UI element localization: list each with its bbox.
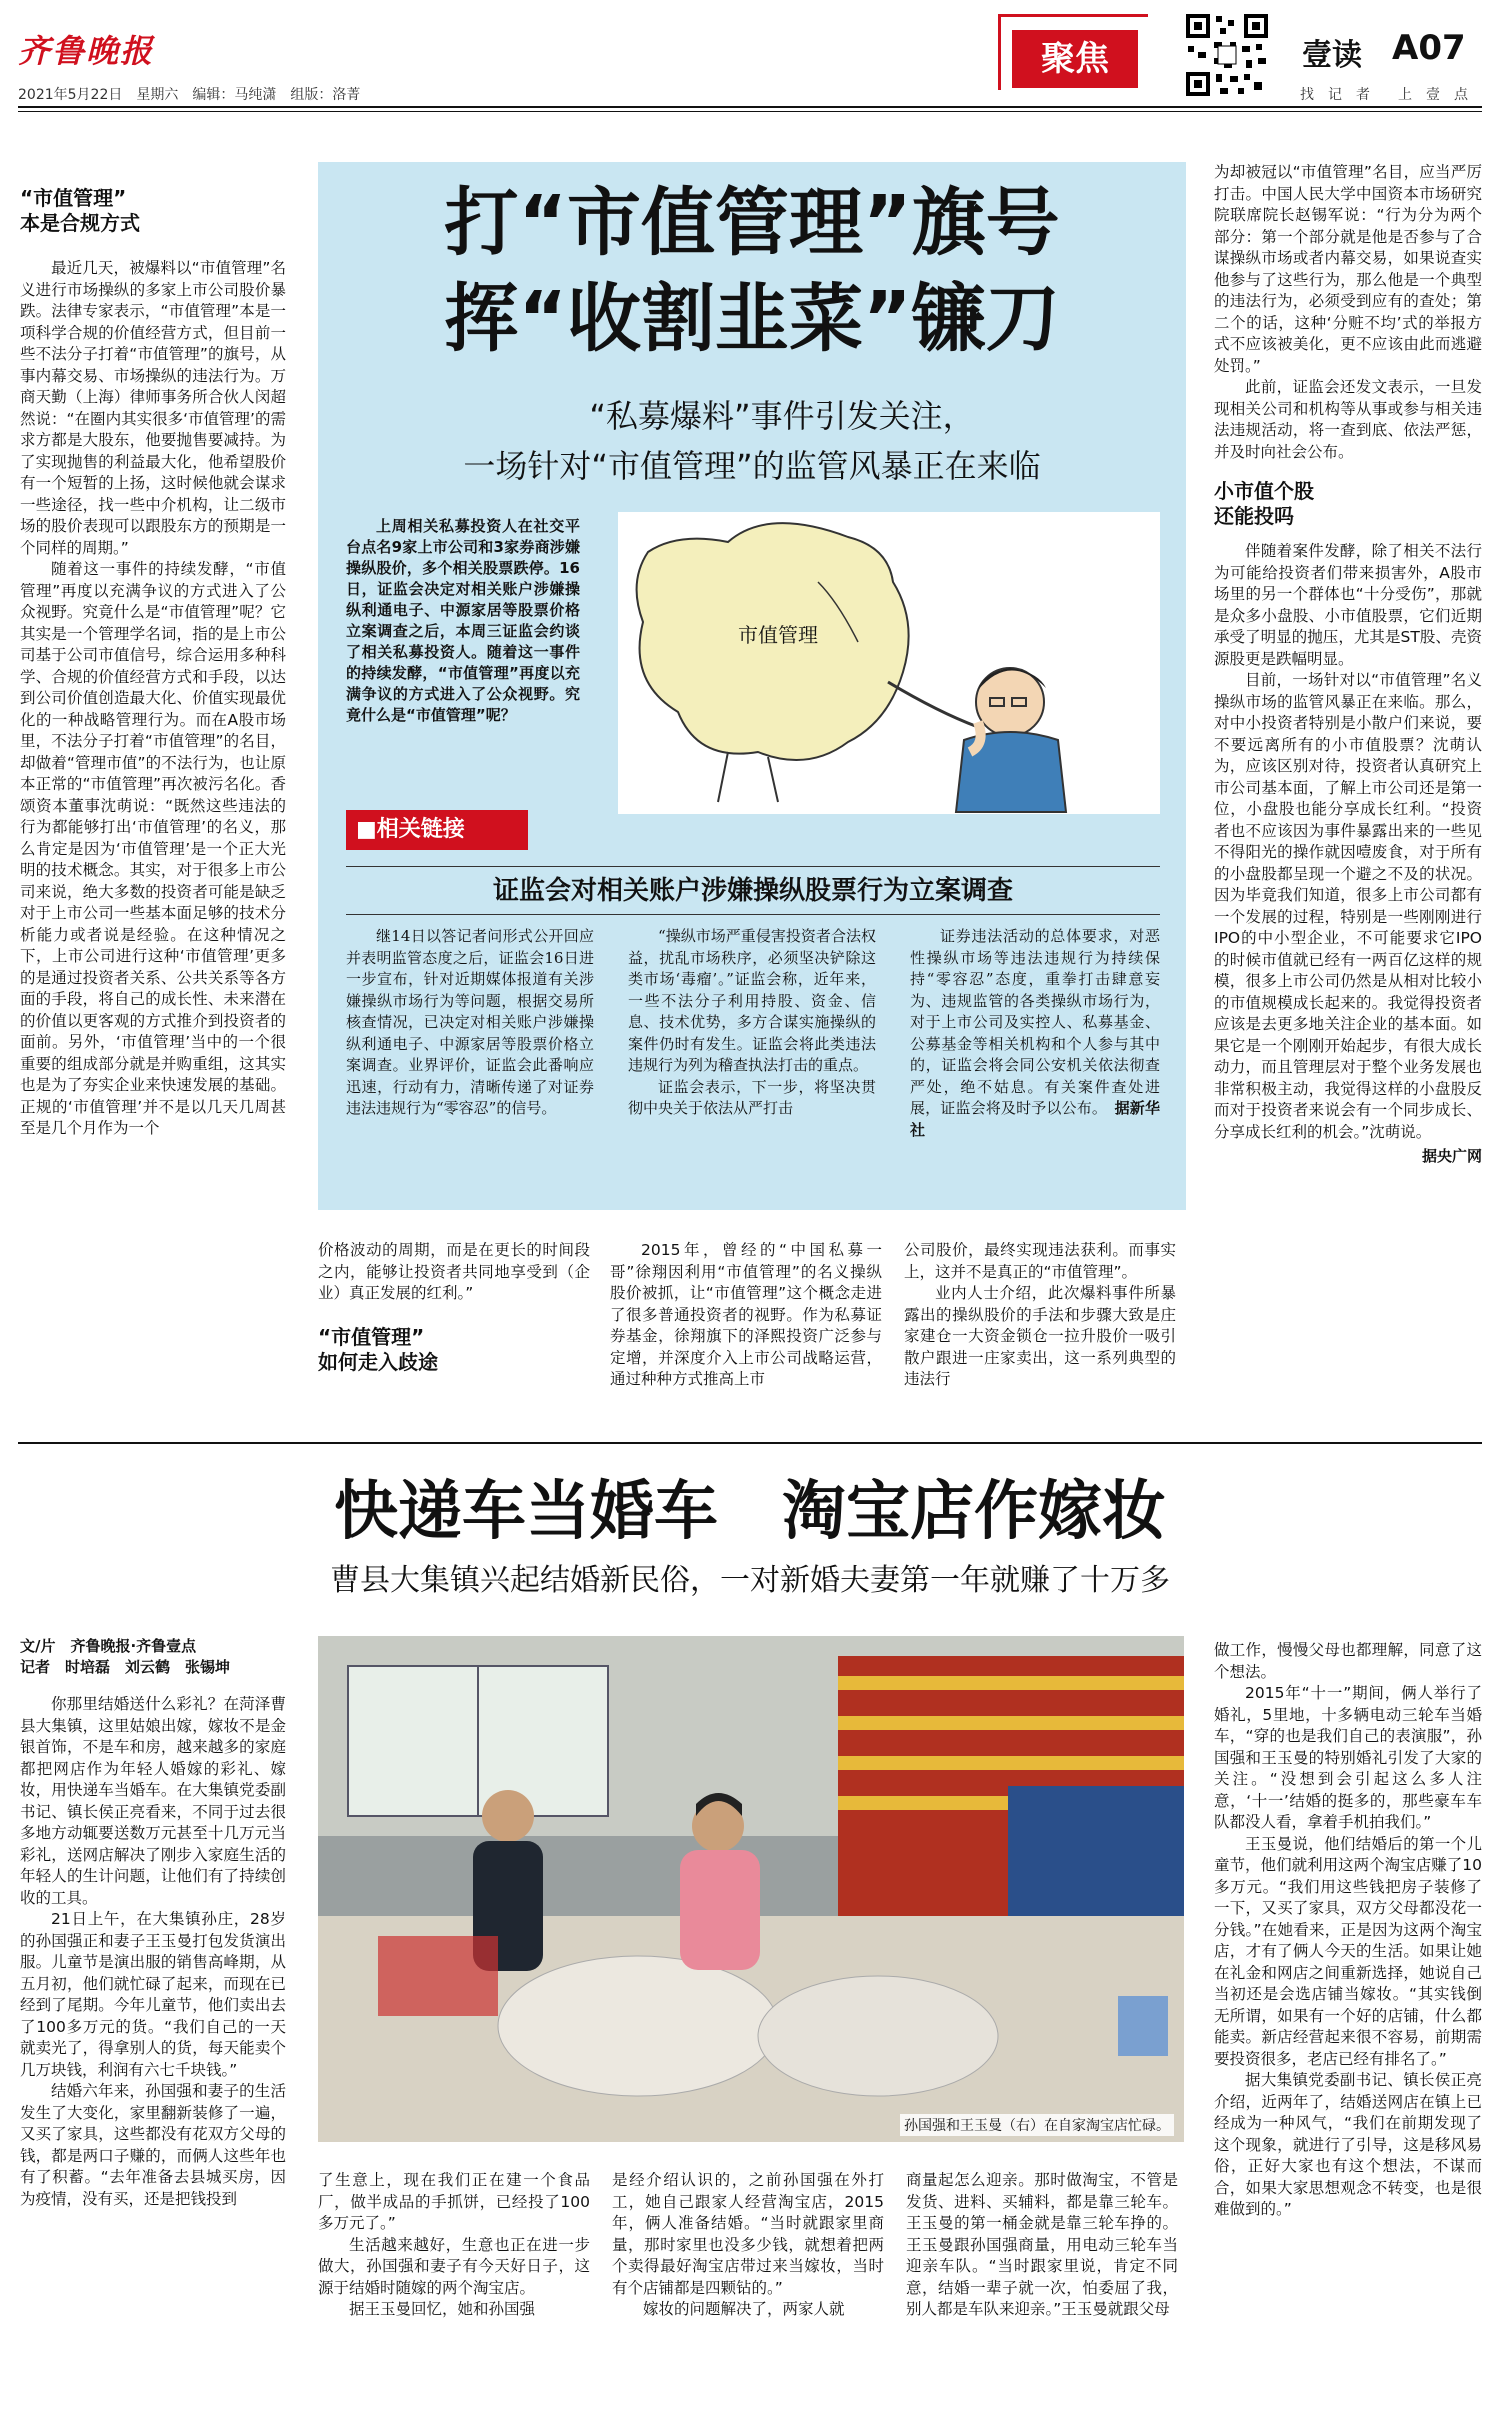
- qr-code-icon: [1184, 12, 1270, 98]
- article2-col1: 你那里结婚送什么彩礼？在菏泽曹县大集镇，这里姑娘出嫁，嫁妆不是金银首饰，不是车和房，越来越多的家庭都把网店作为年轻人婚嫁的彩礼、嫁妆，用快递车当婚车。在大集镇党委副书记、镇长侯正亮看来，不同于过去很多地方动辄要送数万元甚至十几万元当彩礼，送网店解决了刚步入家庭生活的年轻人的生计问题，让他们有了持续创收的工具。 21日上午，在大集镇孙庄，28岁的孙国强正和妻子王玉曼打包发货演出服。儿童节是演出服的销售高峰期，从五月初，他们就忙碌了起来，而现在已经到了尾期。今年儿童节，他们卖出去了100多万元的货。“我们自己的一天就卖光了，得拿别人的货，每天能卖个几万块钱，利润有六七千块钱。” 结婚六年来，孙国强和妻子的生活发生了大变化，家里翻新装修了一遍，又买了家具，这些都没有花双方父母的钱，都是两口子赚的，而俩人这些年也有了积蓄。“去年准备去县城买房，因为疫情，没有买，还是把钱投到: [20, 1695, 286, 2208]
- col2: 价格波动的周期，而是在更长的时间段之内，能够让投资者共同地享受到（企业）真正发展的红利。” “市值管理” 如何走入歧途: [318, 1241, 590, 1374]
- related-tag: ■相关链接: [346, 810, 528, 850]
- subtitle-line1: “私募爆料”事件引发关注，: [589, 397, 975, 435]
- related-col3: 证券违法活动的总体要求，对恶性操纵市场等违法违规行为持续保持“零容忍”态度，重拳打击肆意妄为、违规监管的各类操纵市场行为，对于上市公司及实控人、私募基金、公募基金等相关机构和个人参与其中的，证监会将会同公安机关依法彻查严处，绝不姑息。有关案件查处进展，证监会将及时予以公布。 据新华社: [910, 927, 1160, 1139]
- article2-col4: 商量起怎么迎亲。那时做淘宝，不管是发货、进料、买辅料，都是靠三轮车。王玉曼的第一桶金就是靠三轮车挣的。王玉曼跟孙国强商量，用电动三轮车当迎亲车队。“当时跟家里说，肯定不同意，结婚一辈子就一次，怕委屈了我，别人都是车队来迎亲。”王玉曼就跟父母: [906, 2171, 1178, 2318]
- col5: 为却被冠以“市值管理”名目，应当严厉打击。中国人民大学中国资本市场研究院联席院长赵锡军说：“行为分为两个部分：第一个部分就是他是否参与了合谋操纵市场或者内幕交易，如果说查实他参与了这些行为，那么他是一个典型的违法行为，必须受到应有的查处；第二个的话，这种‘分赃不均’式的举报方式不应该被美化，更不应该由此而逃避处罚。” 此前，证监会还发文表示，一旦发现相关公司和机构等从事或参与相关违法违规活动，将一查到底、依法严惩，并及时向社会公布。 小市值个股 还能投吗 伴随着案件发酵，除了相关不法行为可能给投资者们带来损害外，A股市场里的另一个群体也“十分受伤”，那就是众多小盘股、小市值股票，它们近期承受了明显的抛压，尤其是ST股、壳资源股更是跌幅明显。 目前，一场针对以“市值管理”名义操纵市场的监管风暴正在来临。那么，对中小投资者特别是小散户们来说，要不要远离所有的小市值股票？沈萌认为，应该区别对待，投资者认真研究上市公司基本面，了解上市公司还是第一位，小盘股也能分享成长红利。“投资者也不应该因为事件暴露出来的一些见不得阳光的操作就因噎废食，对于所有的小盘股都呈现一个避之不及的状况。因为毕竟我们知道，很多上市公司都有一个发展的过程，特别是一些刚刚进行IPO的中小型企业，不可能要求它IPO的时候市值就已经有一两百亿这样的规模，很多上市公司仍然是从相对比较小的市值规模成长起来的。我觉得投资者应该是去更多地关注企业的基本面。如果它是一个刚刚开始起步，有很大成长动力，而且管理层对于整个业务发展也非常积极主动，我觉得这样的小盘股反而对于投资者来说会有一个同步成长、分享成长红利的机会。”沈萌说。 据央广网: [1214, 163, 1482, 1165]
- subtitle-line2: 一场针对“市值管理”的监管风暴正在来临: [463, 447, 1041, 485]
- related-source: 据新华社: [910, 1099, 1160, 1139]
- header-rule-thin: [18, 111, 1482, 112]
- article2-col3: 是经介绍认识的，之前孙国强在外打工，她自己跟家人经营淘宝店，2015年，俩人准备结婚。“当时就跟家里商量，那时家里也没多少钱，就想着把两个卖得最好淘宝店带过来当嫁妆，当时有个店铺都是四颗钻的。” 嫁妆的问题解决了，两家人就: [612, 2171, 884, 2318]
- byline: 文/片 齐鲁晚报·齐鲁壹点 记者 时培磊 刘云鹤 张锡坤: [20, 1637, 231, 1676]
- section-name: 壹读: [1302, 38, 1362, 73]
- date-line: 2021年5月22日 星期六 编辑：马纯潇 组版：洛菁: [18, 87, 361, 103]
- illustration-label: 市值管理: [738, 623, 818, 647]
- page-number: A07: [1392, 28, 1466, 68]
- headline-line1: 打“市值管理”旗号: [444, 180, 1060, 266]
- related-rule-bottom: [346, 914, 1160, 915]
- photo-caption: 孙国强和王玉曼（右）在自家淘宝店忙碌。: [900, 2114, 1174, 2136]
- col4: 公司股价，最终实现违法获利。而事实上，这并不是真正的“市值管理”。 业内人士介绍，此次爆料事件所暴露出的操纵股价的手法和步骤大致是庄家建仓一大资金锁仓一拉升股价一吸引散户跟进一庄家卖出，这一系列典型的违法行: [904, 1241, 1176, 1388]
- article2-col2: 了生意上，现在我们正在建一个食品厂，做半成品的手抓饼，已经投了100多万元了。” 生活越来越好，生意也正在进一步做大，孙国强和妻子有今天好日子，这源于结婚时随嫁的两个淘宝店。 据王玉曼回忆，她和孙国强: [318, 2171, 590, 2318]
- col1: [20, 186, 286, 1140]
- slogan: 找 记 者 上 壹 点: [1300, 87, 1468, 103]
- col5-source: 据央广网: [1421, 1147, 1482, 1165]
- related-title: 证监会对相关账户涉嫌操纵股票行为立案调查: [492, 876, 1013, 906]
- headline-line2: 挥“收割韭菜”镰刀: [444, 276, 1060, 362]
- section-tag: 聚焦: [998, 14, 1148, 90]
- header-rule: [18, 106, 1482, 108]
- subhead-compliance: “市值管理” 本是合规方式: [20, 186, 140, 235]
- related-col1: 继14日以答记者问形式公开回应并表明监管态度之后，证监会16日进一步宣布，针对近期媒体报道有关涉嫌操纵市场行为等问题，根据交易所核查情况，已决定对相关账户涉嫌操纵利通电子、中源家居等股票价格立案调查。业界评价，证监会此番响应迅速，行动有力，清晰传递了对证券违法违规行为“零容忍”的信号。: [346, 927, 594, 1117]
- news-photo: [318, 1636, 1184, 2142]
- subhead-astray: “市值管理” 如何走入歧途: [318, 1324, 438, 1374]
- article2-col5: 做工作，慢慢父母也都理解，同意了这个想法。 2015年“十一”期间，俩人举行了婚礼，5里地，十多辆电动三轮车当婚车，“穿的也是我们自己的表演服”，孙国强和王玉曼的特别婚礼引发了大家的关注。“没想到会引起这么多人注意，‘十一’结婚的挺多的，那些豪车车队都没人看，拿着手机拍我们。” 王玉曼说，他们结婚后的第一个儿童节，他们就利用这两个淘宝店赚了10多万元。“我们用这些钱把房子装修了一下，又买了家具，双方父母都没花一分钱。”在她看来，正是因为这两个淘宝店，才有了俩人今天的生活。如果让她在礼金和网店之间重新选择，她说自己当初还是会选店铺当嫁妆。“其实钱倒无所谓，如果有一个好的店铺，什么都能卖。新店经营起来很不容易，前期需要投资很多，老店已经有排名了。” 据大集镇党委副书记、镇长侯正亮介绍，近两年了，结婚送网店在镇上已经成为一种风气，“我们在前期发现了这个现象，就进行了引导，这是移风易俗，正好大家也有这个想法，不谋而合，如果大家思想观念不转变，也是很难做到的。”: [1214, 1641, 1482, 2218]
- article2-title: 快递车当婚车 淘宝店作嫁妆: [334, 1475, 1166, 1549]
- related-col2: “操纵市场严重侵害投资者合法权益，扰乱市场秩序，必须坚决铲除这类市场‘毒瘤’。”证监会称，近年来，一些不法分子利用持股、资金、信息、技术优势，多方合谋实施操纵的案件仍时有发生。证监会将此类违法违规行为列为稽查执法打击的重点。 证监会表示，下一步，将坚决贯彻中央关于依法从严打击: [628, 927, 876, 1117]
- related-rule-top: [346, 866, 1160, 867]
- subhead-small-cap: 小市值个股 还能投吗: [1214, 479, 1314, 528]
- article-divider: [18, 1442, 1482, 1444]
- paragraph: 随着这一事件的持续发酵，“市值管理”再度以充满争议的方式进入了公众视野。究竟什么是“市值管理”呢？它其实是一个管理学名词，指的是上市公司基于公司市值信号，综合运用多种科学、合规的价值经营方式和手段，以达到公司价值创造最大化、价值实现最优化的一种战略管理行为。而在A股市场里，不法分子打着“市值管理”的名目，却做着“管理市值”的不法行为，也让原本正常的“市值管理”再次被污名化。香颂资本董事沈萌说：“既然这些违法的行为都能够打出‘市值管理’的名义，那么肯定是因为‘市值管理’是一个正大光明的技术概念。其实，对于很多上市公司来说，绝大多数的投资者可能是缺乏对于上市公司一些基本面足够的技术分析能力或者说是经验。在这种情况之下，上市公司进行这种‘市值管理’更多的是通过投资者关系、公共关系等各方面的手段，将自己的成长性、未来潜在的价值以更客观的方式推介到投资者的面前。另外，‘市值管理’当中的一个很重要的组成部分就是并购重组，这其实也是为了夯实企业来快速发展的基础。正规的‘市值管理’并不是以几天几周甚至是几个月作为一个: [20, 560, 286, 1137]
- col3: 2015年，曾经的“中国私募一哥”徐翔因利用“市值管理”的名义操纵股价被抓，让“市值管理”这个概念走进了很多普通投资者的视野。作为私募证券基金，徐翔旗下的泽熙投资广泛参与定增，并深度介入上市公司战略运营，通过种种方式推高上市: [610, 1241, 882, 1388]
- paragraph: 最近几天，被爆料以“市值管理”名义进行市场操纵的多家上市公司股价暴跌。法律专家表示，“市值管理”本是一项科学合规的价值经营方式，但目前一些不法分子打着“市值管理”的旗号，从事内幕交易、市场操纵的违法行为。万商天勤（上海）律师事务所合伙人闵超然说：“在圈内其实很多‘市值管理’的需求方都是大股东，他要抛售要减持。为了实现抛售的利益最大化，他希望股价有一个短暂的上扬，这时候他就会谋求一些途径，找一些中介机构，让二级市场的股价表现可以跟股东方的预期是一个同样的周期。”: [20, 259, 286, 557]
- balloon-cartoon: [618, 512, 1160, 814]
- masthead: 齐鲁晚报: [18, 32, 155, 70]
- lead-paragraph: 上周相关私募投资人在社交平台点名9家上市公司和3家券商涉嫌操纵股价，多个相关股票跌停。16日，证监会决定对相关账户涉嫌操纵利通电子、中源家居等股票价格立案调查之后，本周三证监会约谈了相关私募投资人。随着这一事件的持续发酵，“市值管理”再度以充满争议的方式进入了公众视野。究竟什么是“市值管理”呢？: [346, 517, 580, 724]
- article2-subtitle: 曹县大集镇兴起结婚新民俗，一对新婚夫妻第一年就赚了十万多: [330, 1563, 1170, 1598]
